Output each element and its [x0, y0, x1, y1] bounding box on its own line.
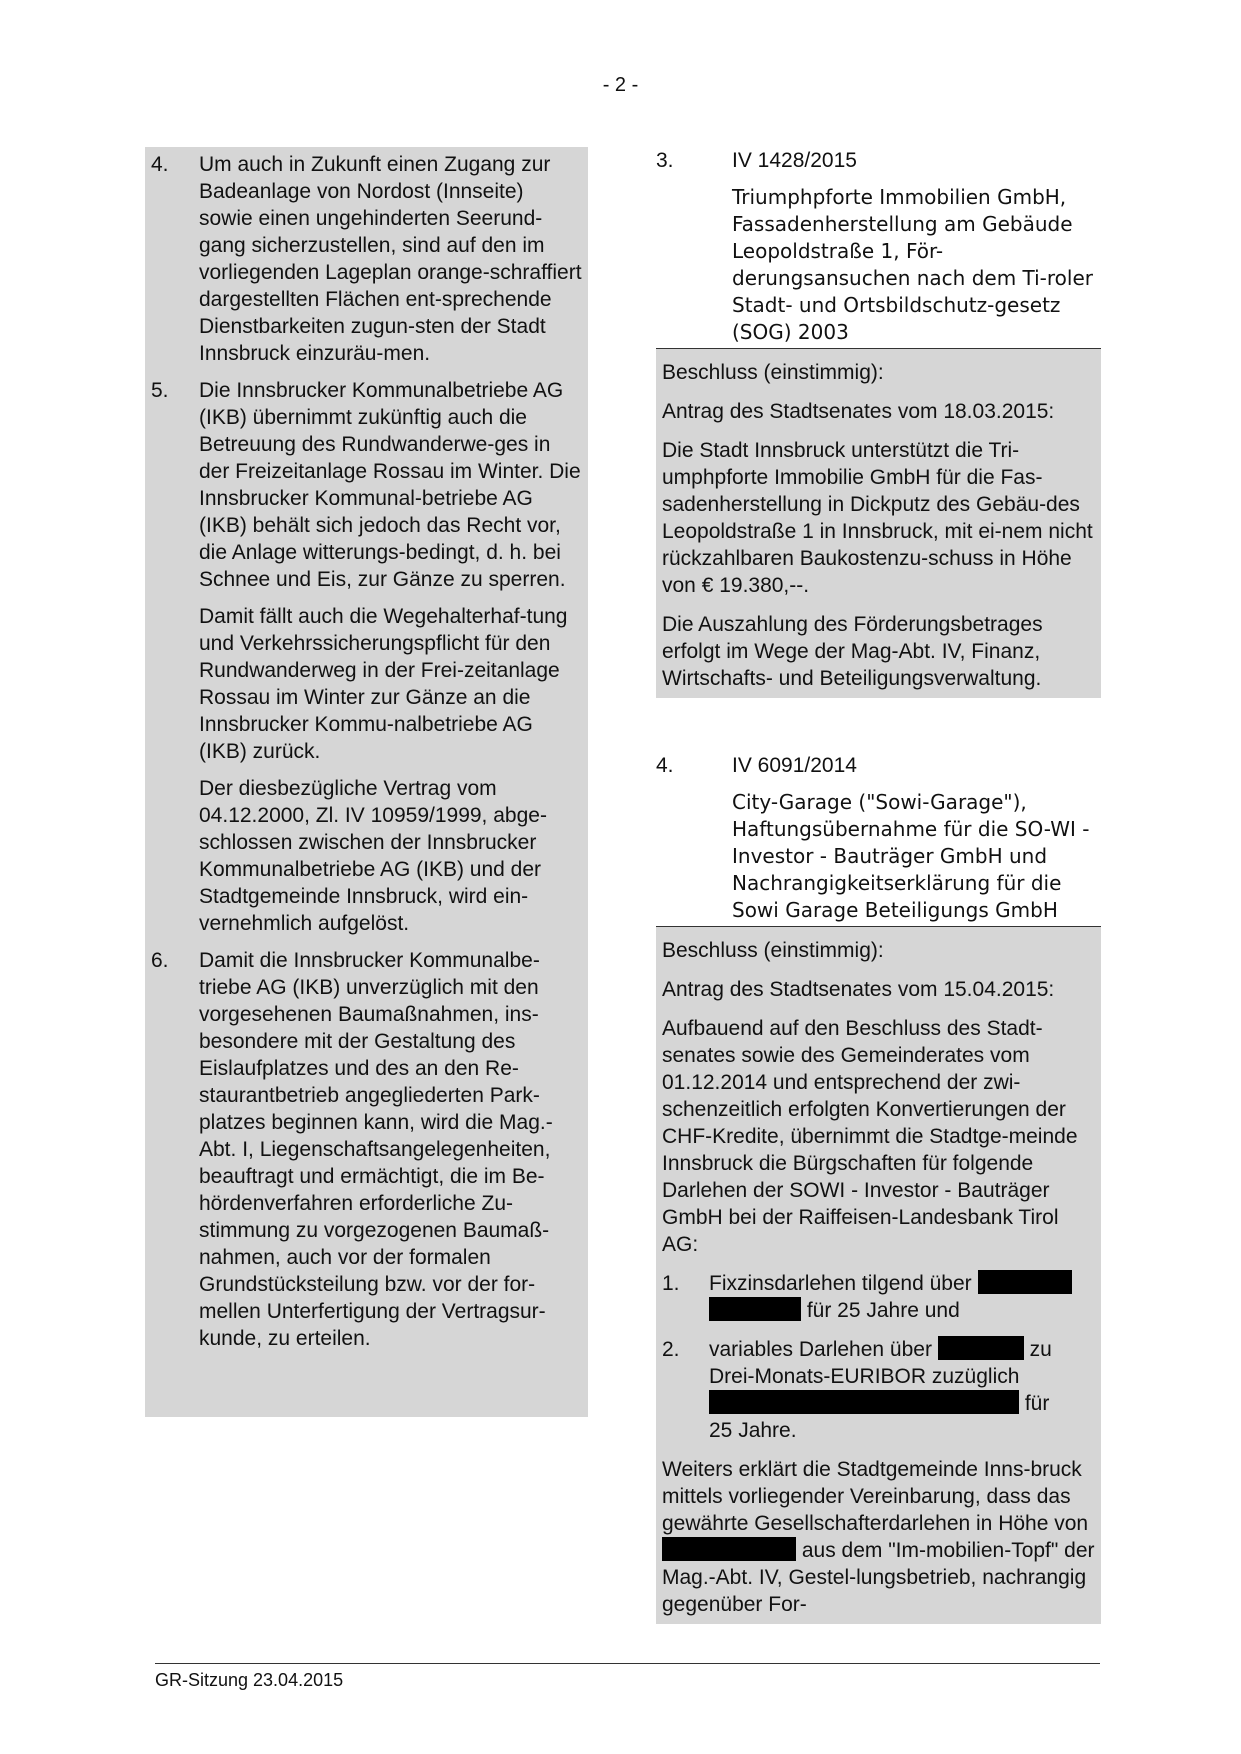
resolution-block-4: [656, 927, 1101, 1624]
agenda-number: 3.: [656, 149, 674, 172]
item-paragraph: Damit die Innsbrucker Kommunalbe-triebe AG (IKB) unverzüglich mit den vorgesehenen Baumaßnahmen, ins-besondere mit der Gestaltung des Eislaufplatzes und des an den Re-staurantbetrieb angegliederten Park-platzes beginnen kann, wird die Mag.-Abt. I, Liegenschaftsangelegenheiten, beauftragt und ermächtigt, die im Be-hördenverfahren erforderliche Zu-stimmung zu vorgezogenen Baumaß-nahmen, auch vor der formalen Grundstücksteilung bzw. vor der for-mellen Unterfertigung der Vertragsur-kunde, zu erteilen.: [199, 949, 553, 1350]
redaction-bar: [938, 1336, 1024, 1360]
sub-item-text: zu Drei-Monats-EURIBOR zuzüglich: [709, 1338, 1052, 1388]
paragraph-text: aus dem "Im-mobilien-Topf" der Mag.-Abt. IV, Gestel-lungsbetrieb, nachrangig gegenüber For-: [662, 1539, 1095, 1616]
item-number: 5.: [151, 379, 169, 402]
redaction-bar: [662, 1537, 796, 1561]
right-column: [656, 147, 1101, 1624]
redaction-bar: [978, 1270, 1072, 1294]
sub-item-text: für: [1024, 1392, 1050, 1415]
antrag-label: Antrag des Stadtsenates vom 18.03.2015:: [662, 400, 1055, 423]
list-item: [151, 151, 582, 367]
sub-item: [662, 1270, 1095, 1324]
agenda-reference: IV 6091/2014: [732, 754, 857, 777]
agenda-title: Triumphpforte Immobilien GmbH, Fassadenherstellung am Gebäude Leopoldstraße 1, För-derungsansuchen nach dem Ti-roler Stadt- und Ortsbildschutz-gesetz (SOG) 2003: [732, 185, 1094, 344]
resolution-paragraph: [662, 1456, 1095, 1618]
antrag-label: Antrag des Stadtsenates vom 15.04.2015:: [662, 978, 1055, 1001]
item-paragraph: Der diesbezügliche Vertrag vom 04.12.2000, Zl. IV 10959/1999, abge-schlossen zwischen der Innsbrucker Kommunalbetriebe AG (IKB) und der Stadtgemeinde Innsbruck, wird ein-vernehmlich aufgelöst.: [199, 777, 547, 935]
beschluss-label: Beschluss (einstimmig):: [662, 361, 884, 384]
redaction-bar: [709, 1390, 1019, 1414]
sub-item-text: variables Darlehen über: [709, 1338, 932, 1361]
sub-item-number: 2.: [662, 1338, 680, 1361]
item-paragraph: Die Innsbrucker Kommunalbetriebe AG (IKB) übernimmt zukünftig auch die Betreuung des Rundwanderwe-ges in der Freizeitanlage Rossau im Winter. Die Innsbrucker Kommunal-betriebe AG (IKB) behält sich jedoch das Recht vor, die Anlage witterungs-bedingt, d. h. bei Schnee und Eis, zur Gänze zu sperren.: [199, 379, 581, 591]
footer-divider: [155, 1663, 1100, 1664]
resolution-paragraph: Die Auszahlung des Förderungsbetrages erfolgt im Wege der Mag-Abt. IV, Finanz, Wirtschafts- und Beteiligungsverwaltung.: [662, 613, 1043, 690]
sub-item-number: 1.: [662, 1272, 680, 1295]
sub-item-text: Fixzinsdarlehen tilgend über: [709, 1272, 972, 1295]
redaction-bar: [709, 1297, 801, 1321]
footer-session-label: GR-Sitzung 23.04.2015: [155, 1670, 344, 1690]
resolution-block-3: [656, 349, 1101, 698]
beschluss-label: Beschluss (einstimmig):: [662, 939, 884, 962]
agenda-number: 4.: [656, 754, 674, 777]
agenda-heading-4: [656, 752, 1101, 779]
agenda-reference: IV 1428/2015: [732, 149, 857, 172]
list-item: [151, 377, 582, 937]
item-paragraph: Damit fällt auch die Wegehalterhaf-tung und Verkehrssicherungspflicht für den Rundwanderweg in der Frei-zeitanlage Rossau im Winter zur Gänze an die Innsbrucker Kommu-nalbetriebe AG (IKB) zurück.: [199, 605, 568, 763]
item-number: 6.: [151, 949, 169, 972]
sub-item-text: 25 Jahre.: [709, 1419, 797, 1442]
agenda-heading-3: [656, 147, 1101, 174]
sub-item: [662, 1336, 1095, 1444]
resolution-paragraph: Die Stadt Innsbruck unterstützt die Tri-umphpforte Immobilie GmbH für die Fas-sadenherstellung in Dickputz des Gebäu-des Leopoldstraße 1 in Innsbruck, mit ei-nem nicht rückzahlbaren Baukostenzu-schuss in Höhe von € 19.380,--.: [662, 439, 1093, 597]
paragraph-text: Weiters erklärt die Stadtgemeinde Inns-bruck mittels vorliegender Vereinbarung, dass das gewährte Gesellschafterdarlehen in Höhe von: [662, 1458, 1089, 1535]
agenda-title: City-Garage ("Sowi-Garage"), Haftungsübernahme für die SO-WI - Investor - Bauträger GmbH und Nachrangigkeitserklärung für die Sowi Garage Beteiligungs GmbH: [732, 790, 1090, 922]
page-number: - 2 -: [602, 74, 639, 96]
item-number: 4.: [151, 153, 169, 176]
left-resolution-block: [145, 147, 588, 1417]
left-column: [145, 147, 588, 1417]
resolution-paragraph: Aufbauend auf den Beschluss des Stadt-senates sowie des Gemeinderates vom 01.12.2014 und entsprechend der zwi-schenzeitlich erfolgten Konvertierungen der CHF-Kredite, übernimmt die Stadtge-meinde Innsbruck die Bürgschaften für folgende Darlehen der SOWI - Investor - Bauträger GmbH bei der Raiffeisen-Landesbank Tirol AG:: [662, 1017, 1078, 1256]
sub-item-text: für 25 Jahre und: [806, 1299, 960, 1322]
item-paragraph: Um auch in Zukunft einen Zugang zur Badeanlage von Nordost (Innseite) sowie einen ungehinderten Seerund-gang sicherzustellen, sind auf den im vorliegenden Lageplan orange-schraffiert dargestellten Flächen ent-sprechende Dienstbarkeiten zugun-sten der Stadt Innsbruck einzuräu-men.: [199, 153, 582, 365]
list-item: [151, 947, 582, 1352]
